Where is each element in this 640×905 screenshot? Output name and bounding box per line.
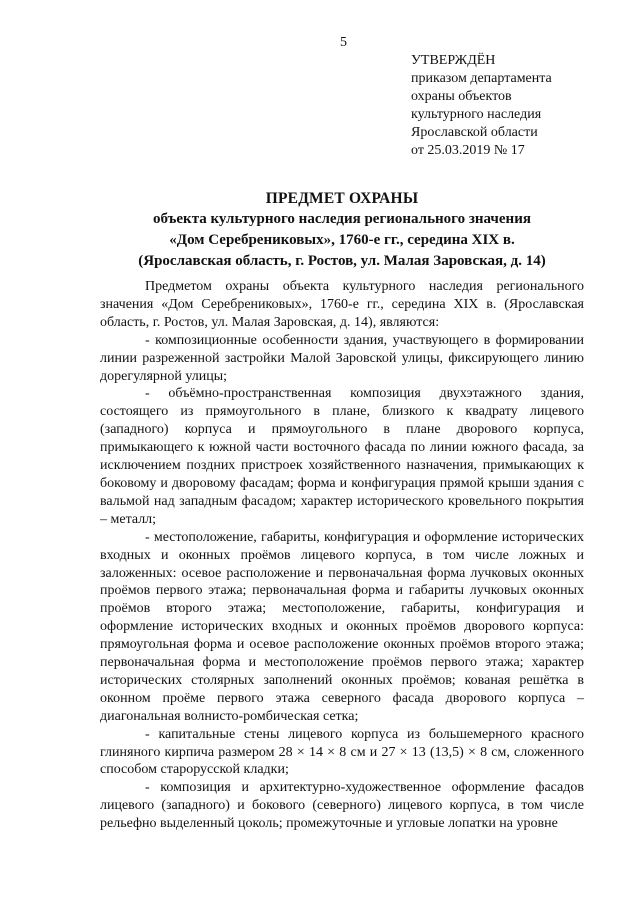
document-title bbox=[100, 188, 584, 272]
approval-line: культурного наследия bbox=[411, 107, 542, 122]
paragraph-item: - капитальные стены лицевого корпуса из большемерного красного глиняного кирпича размером 28 × 14 × 8 см и 27 × 13 (13,5) × 8 см, сложенного способом старорусской кладки; bbox=[100, 726, 584, 778]
approval-line: приказом департамента bbox=[411, 71, 552, 86]
paragraph-intro: Предметом охраны объекта культурного наследия регионального значения «Дом Серебрениковых», 1760-е гг., середина XIX в. (Ярославская область, г. Ростов, ул. Малая Заровская, д. 14), являются: bbox=[100, 279, 584, 330]
title-address: (Ярославская область, г. Ростов, ул. Малая Заровская, д. 14) bbox=[138, 253, 546, 269]
document-body bbox=[100, 278, 584, 833]
paragraph-item: - композиционные особенности здания, участвующего в формировании линии разреженной застройки Малой Заровской улицы, фиксирующего линию дорегулярной улицы; bbox=[100, 332, 584, 384]
approval-stamp bbox=[411, 52, 552, 160]
title-object-name: «Дом Серебрениковых», 1760-е гг., середина XIX в. bbox=[169, 232, 515, 248]
approval-line: от 25.03.2019 № 17 bbox=[411, 143, 525, 158]
paragraph-item: - композиция и архитектурно-художественное оформление фасадов лицевого (западного) и бокового (северного) лицевого корпуса, в том числе рельефно выделенный цоколь; промежуточные и угловые лопатки на уровне bbox=[100, 780, 584, 832]
paragraph-item: - местоположение, габариты, конфигурация и оформление исторических входных и оконных проёмов лицевого корпуса, в том числе ложных и заложенных: осевое расположение и первоначальная форма лучковых оконных проёмов первого этажа; первоначальная форма и габариты лучковых оконных проёмов второго этажа; местоположение, габариты, конфигурация и оформление исторических входных и оконных проёмов дворового корпуса: прямоугольная форма и осевое расположение оконных проёмов второго этажа; первоначальная форма и местоположение проёмов первого этажа; характер исторических столярных заполнений оконных проёмов; кованая решётка в оконном проёме первого этажа северного фасада дворового корпуса – диагональная волнисто-ромбическая сетка; bbox=[100, 529, 584, 724]
approval-line: Ярославской области bbox=[411, 125, 538, 140]
approval-line: УТВЕРЖДЁН bbox=[411, 53, 496, 68]
title-subtitle: объекта культурного наследия регионального значения bbox=[153, 211, 531, 227]
paragraph-item: - объёмно-пространственная композиция двухэтажного здания, состоящего из прямоугольного в плане, близкого к квадрату лицевого (западного) корпуса и прямоугольного в плане дворового корпуса, примыкающего к южной части восточного фасада по линии южного фасада, за исключением поздних пристроек хозяйственного назначения, примыкающих к боковому и дворовому фасадам; форма и конфигурация прямой крыши здания с вальмой над западным фасадом; характер исторического кровельного покрытия – металл; bbox=[100, 386, 584, 527]
title-heading: ПРЕДМЕТ ОХРАНЫ bbox=[265, 190, 419, 207]
approval-line: охраны объектов bbox=[411, 89, 512, 104]
page-number: 5 bbox=[340, 35, 347, 50]
